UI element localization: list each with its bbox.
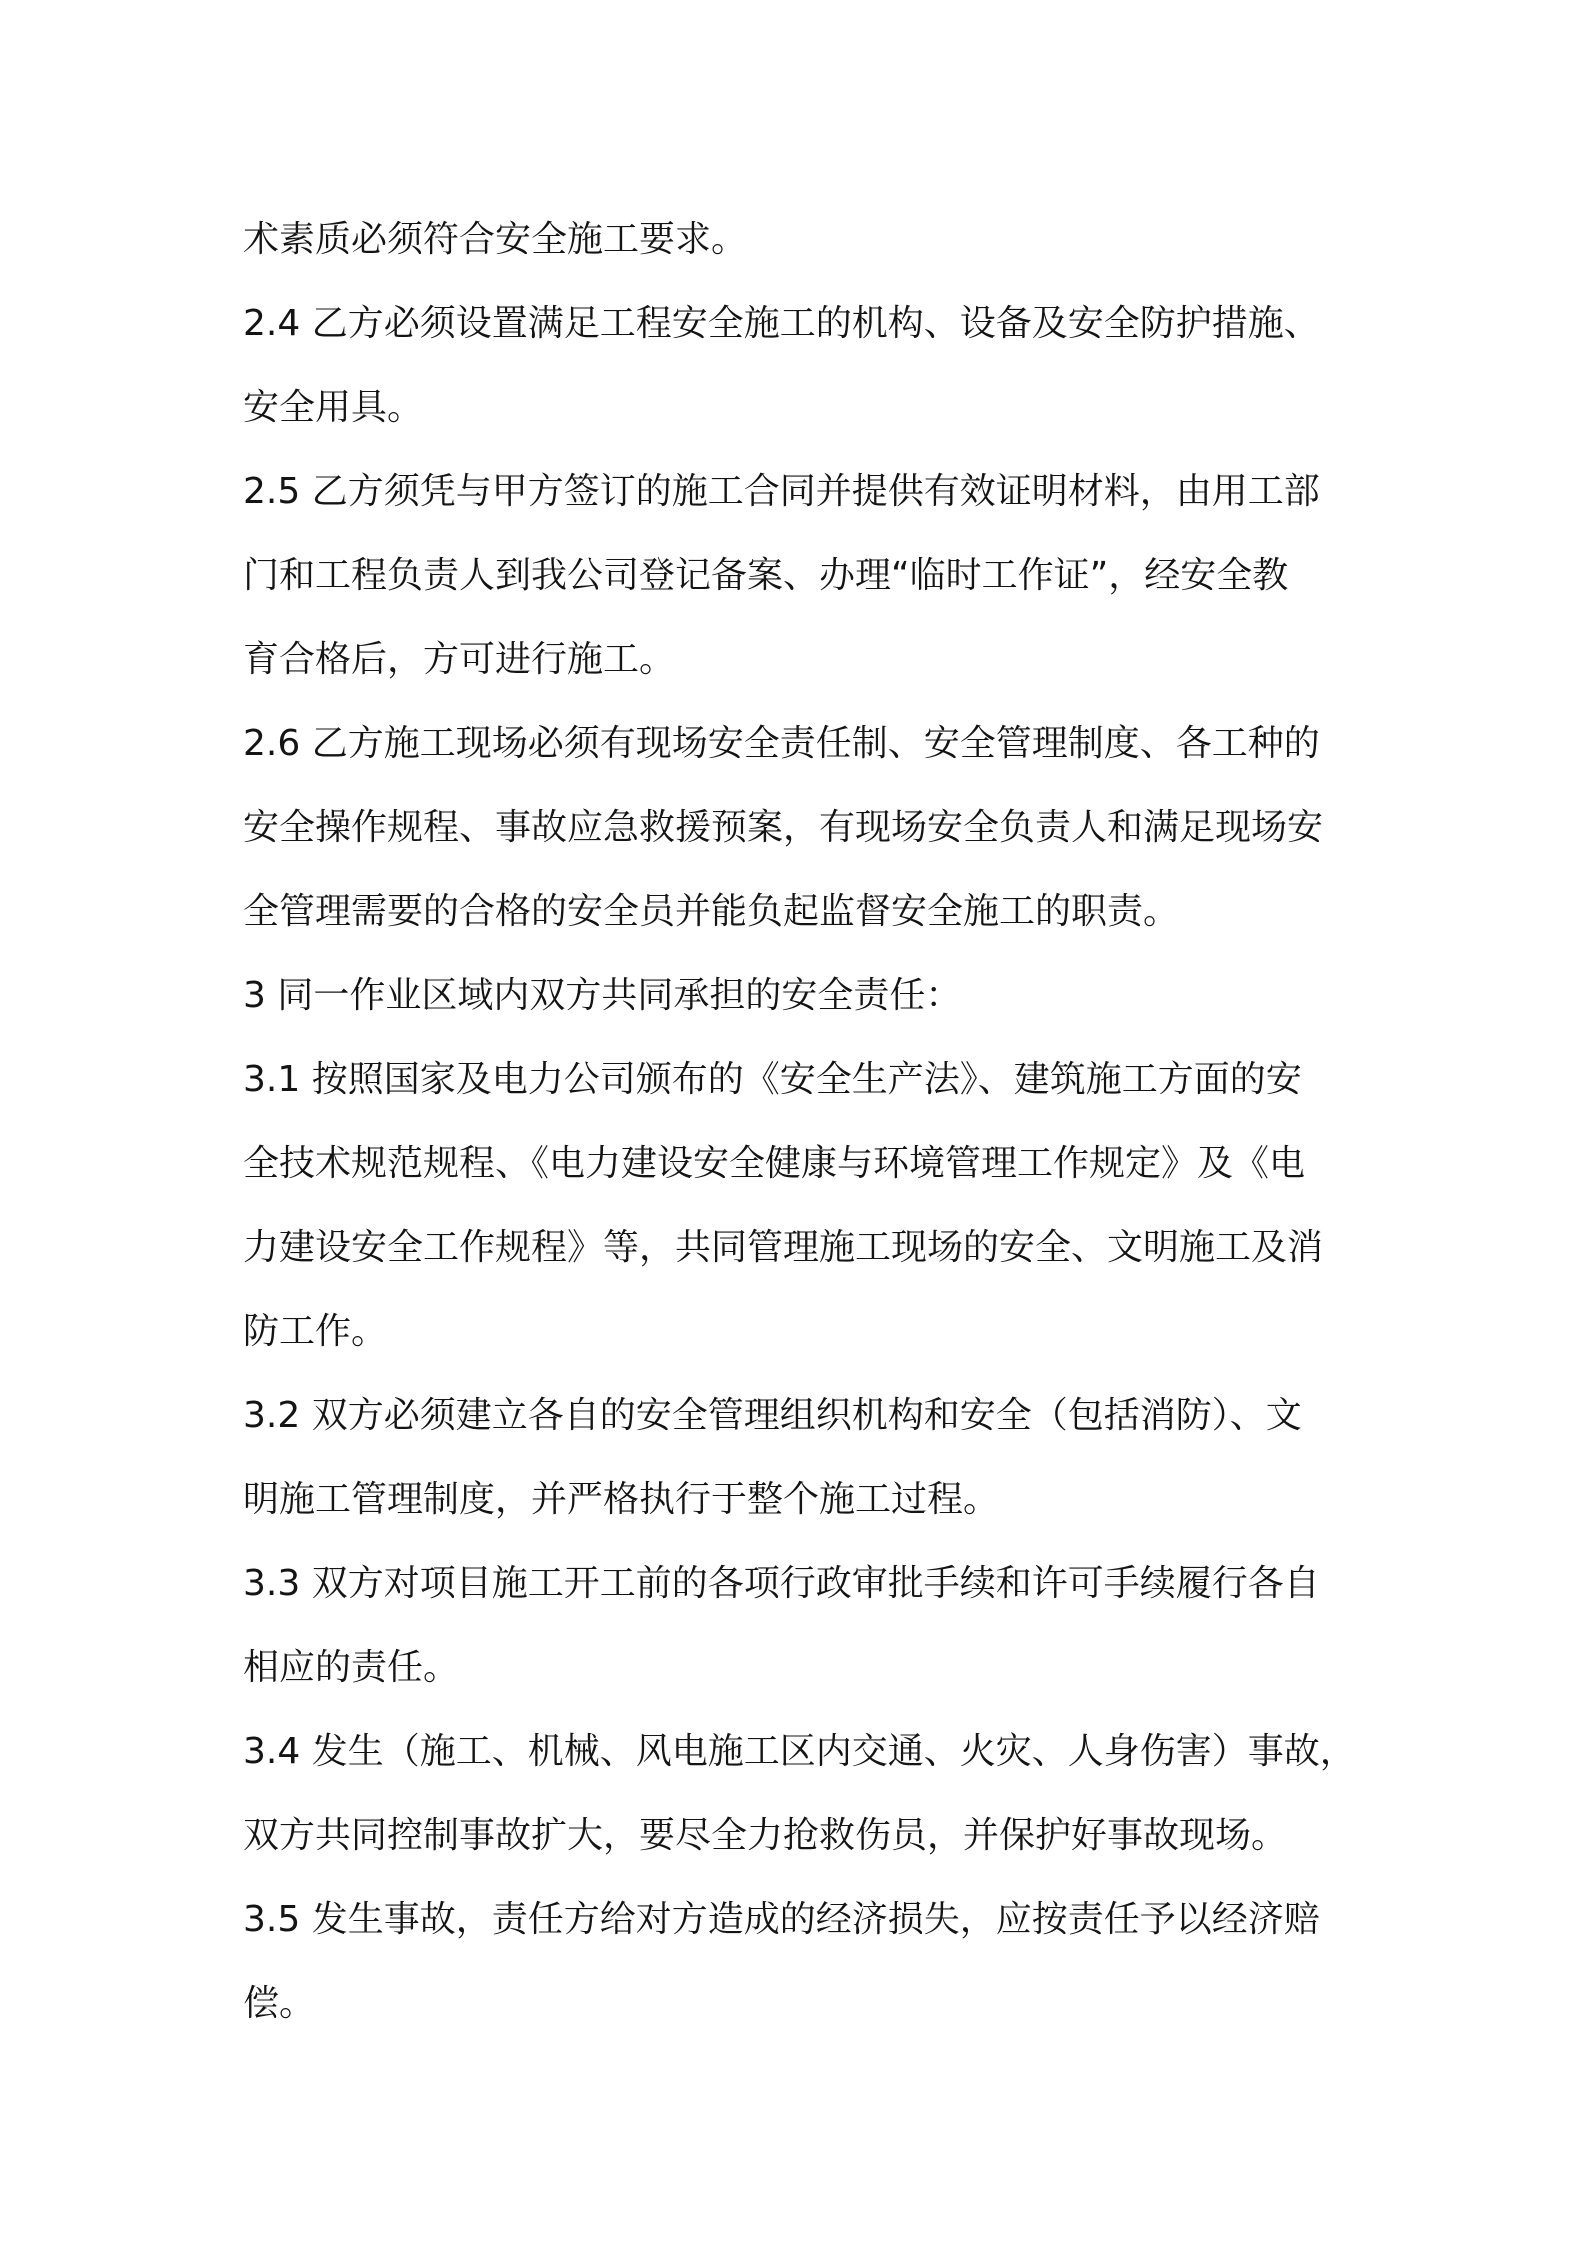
text-line: 2.5 乙方须凭与甲方签订的施工合同并提供有效证明材料，由用工部 bbox=[243, 471, 1320, 512]
text-line: 3.2 双方必须建立各自的安全管理组织机构和安全（包括消防）、文 bbox=[243, 1395, 1302, 1436]
text-line: 防工作。 bbox=[243, 1311, 388, 1352]
text-line: 3.3 双方对项目施工开工前的各项行政审批手续和许可手续履行各自 bbox=[243, 1563, 1320, 1604]
text-line: 3.4 发生（施工、机械、风电施工区内交通、火灾、人身伤害）事故， bbox=[243, 1731, 1356, 1772]
text-line: 安全用具。 bbox=[243, 387, 424, 428]
document-body bbox=[243, 198, 1363, 2046]
section-3-heading bbox=[243, 954, 1363, 1038]
text-line: 全技术规范规程、《电力建设安全健康与环境管理工作规定》及《电 bbox=[243, 1143, 1306, 1184]
paragraph-2-3-continuation bbox=[243, 198, 1363, 282]
text-line: 明施工管理制度，并严格执行于整个施工过程。 bbox=[243, 1479, 1000, 1520]
text-line: 门和工程负责人到我公司登记备案、办理“临时工作证”，经安全教 bbox=[243, 555, 1289, 596]
paragraph-3-3 bbox=[243, 1542, 1363, 1710]
paragraph-2-4 bbox=[243, 282, 1363, 450]
paragraph-3-2 bbox=[243, 1374, 1363, 1542]
paragraph-2-5 bbox=[243, 450, 1363, 702]
paragraph-2-6 bbox=[243, 702, 1363, 954]
text-line: 偿。 bbox=[243, 1983, 316, 2024]
text-line: 术素质必须符合安全施工要求。 bbox=[243, 219, 748, 260]
text-line: 3.1 按照国家及电力公司颁布的《安全生产法》、建筑施工方面的安 bbox=[243, 1059, 1302, 1100]
paragraph-3-4 bbox=[243, 1710, 1363, 1878]
text-line: 2.6 乙方施工现场必须有现场安全责任制、安全管理制度、各工种的 bbox=[243, 723, 1320, 764]
text-line: 3 同一作业区域内双方共同承担的安全责任： bbox=[243, 975, 962, 1016]
paragraph-3-5 bbox=[243, 1878, 1363, 2046]
text-line: 育合格后，方可进行施工。 bbox=[243, 639, 676, 680]
text-line: 双方共同控制事故扩大，要尽全力抢救伤员，并保护好事故现场。 bbox=[243, 1815, 1288, 1856]
text-line: 相应的责任。 bbox=[243, 1647, 460, 1688]
text-line: 全管理需要的合格的安全员并能负起监督安全施工的职责。 bbox=[243, 891, 1180, 932]
text-line: 安全操作规程、事故应急救援预案，有现场安全负责人和满足现场安 bbox=[243, 807, 1324, 848]
text-line: 力建设安全工作规程》等，共同管理施工现场的安全、文明施工及消 bbox=[243, 1227, 1324, 1268]
text-line: 2.4 乙方必须设置满足工程安全施工的机构、设备及安全防护措施、 bbox=[243, 303, 1320, 344]
paragraph-3-1 bbox=[243, 1038, 1363, 1374]
text-line: 3.5 发生事故，责任方给对方造成的经济损失，应按责任予以经济赔 bbox=[243, 1899, 1320, 1940]
